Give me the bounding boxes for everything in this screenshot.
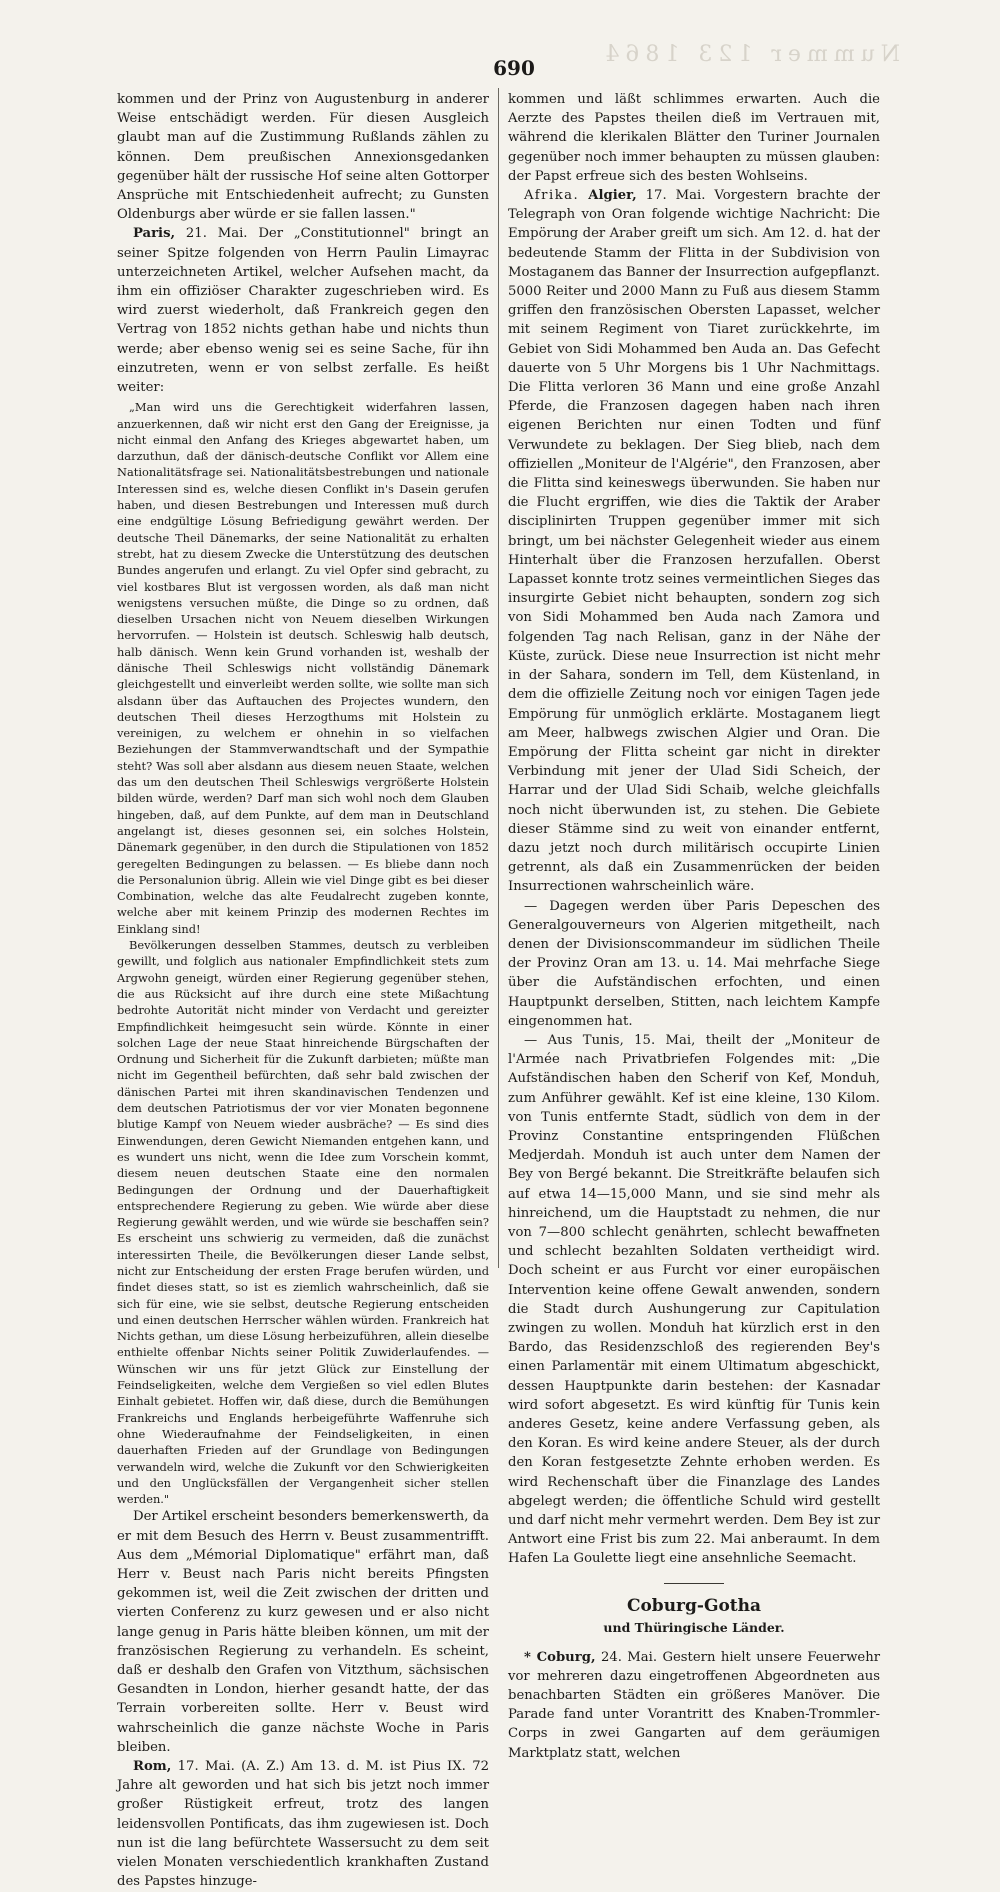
algier-body: 17. Mai. Vorgestern brachte der Telegraph von Oran folgende wichtige Nachricht: Die Empörung der Araber greift um sich. Am 12. d. hat der bedeutende Stamm der Flitta in der Subdivision von Mostaganem das Banner der Insurrection aufgepflanzt. 5000 Reiter und 2000 Mann zu Fuß aus diesem Stamm griffen den französischen Obersten Lapasset, welcher mit seinem Regiment von Tiaret zurückkehrte, im Gebiet von Sidi Mohammed ben Auda an. Das Gefecht dauerte von 5 Uhr Morgens bis 1 Uhr Nachmittags. Die Flitta verloren 36 Mann und eine große Anzahl Pferde, die Franzosen dagegen haben nach ihren eigenen Berichten nur einen Todten und fünf Verwundete zu beklagen. Der Sieg blieb, nach dem offiziellen „Moniteur de l'Algérie", den Franzosen, aber die Flitta sind keineswegs überwunden. Sie haben nur die Flucht ergriffen, wie dies die Taktik der Araber disciplinirten Truppen gegenüber immer mit sich bringt, um bei nächster Gelegenheit wieder aus einem Hinterhalt über die Franzosen herzufallen. Oberst Lapasset konnte trotz seines vermeintlichen Sieges das insurgirte Gebiet nicht behaupten, sondern zog sich von Sidi Mohammed ben Auda nach Zamora und folgenden Tag nach Relisan, ganz in der Nähe der Küste, zurück. Diese neue Insurrection ist nicht mehr in der Sahara, sondern im Tell, dem Küstenland, in dem die offizielle Zeitung noch vor einigen Tagen jede Empörung für unmöglich erklärte. Mostaganem liegt am Meer, halbwegs zwischen Algier und Oran. Die Empörung der Flitta scheint gar nicht in direkter Verbindung mit jener der Ulad Sidi Scheich, der Harrar und der Ulad Sidi Schaib, welche gleichfalls noch nicht überwunden ist, zu stehen. Die Gebiete dieser Stämme sind zu weit von einander entfernt, dazu jetzt noch durch militärisch occupirte Linien getrennt, als daß ein Zusammenrücken der beiden Insurrectionen wahrscheinlich wäre. (508, 188, 881, 895)
coburg-body: 24. Mai. Gestern hielt unsere Feuerwehr vor mehreren dazu eingetroffenen Abgeordneten aus benachbarten Städten ein größeres Manöver. Die Parade fand unter Vorantritt des Knaben-Trommler-Corps in zwei Gangarten auf dem geräumigen Marktplatz statt, welchen (508, 1649, 881, 1761)
paris-dispatch-paragraph: — Dagegen werden über Paris Depeschen des Generalgouverneurs von Algerien mitgetheilt, nach denen der Divisionscommandeur im südlichen Theile der Provinz Oran am 13. u. 14. Mai mehrfache Siege über die Aufständischen erfochten, und einen Hauptpunkt derselben, Stitten, nach leichtem Kampfe eingenommen hat. (508, 898, 880, 1029)
bleed-through-text: Nummer 123 1864 (599, 42, 900, 67)
paris-date: 21. Mai. (185, 226, 248, 242)
coburg-article (508, 1648, 880, 1763)
right-column (508, 90, 880, 1763)
column-divider (498, 88, 499, 1268)
rom-continuation: kommen und läßt schlimmes erwarten. Auch die Aerzte des Papstes theilen dieß im Vertrauen mit, während die klerikalen Blätter den Turiner Journalen gegenüber noch immer behaupten zu müssen glauben: der Papst erfreue sich des besten Wohlseins. (508, 92, 880, 184)
algier-dateline: Algier, (588, 188, 637, 204)
algier-article (508, 186, 880, 897)
paris-dateline: Paris, (133, 226, 176, 242)
section-title: Coburg-Gotha (626, 1595, 762, 1616)
paris-body: Der „Constitutionnel" bringt an seiner Spitze folgenden von Herrn Paulin Limayrac unterzeichneten Artikel, welcher Aufsehen macht, da ihm ein offiziöser Charakter zugeschrieben wird. Es wird zuerst wiederholt, daß Frankreich gegen den Vertrag von 1852 nichts gethan habe und nichts thun werde; aber ebenso wenig sei es seine Sache, für ihn einzutreten, wenn er von selbst zerfalle. Es heißt weiter: (117, 226, 489, 396)
section-subtitle: und Thüringische Länder. (603, 1619, 785, 1635)
rom-dateline: Rom, (133, 1759, 172, 1775)
quote-paragraph-1: „Man wird uns die Gerechtigkeit widerfahren lassen, anzuerkennen, daß wir nicht erst den Gang der Ereignisse, ja nicht einmal den Anfang des Krieges abgewartet haben, um darzuthun, daß der dänisch-deutsche Conflikt vor Allem eine Nationalitätsfrage sei. Nationalitätsbestrebungen und nationale Interessen sind es, welche diesen Conflikt in's Dasein gerufen haben, und diesen Bestrebungen und Interessen muß durch eine endgültige Lösung Befriedigung gewährt werden. Der deutsche Theil Dänemarks, der seine Nationalität zu erhalten strebt, hat zu diesem Zwecke die Unterstützung des deutschen Bundes angerufen und erlangt. Zu viel Opfer sind gebracht, zu viel kostbares Blut ist vergossen worden, als daß man nicht wenigstens versuchen müßte, die Dinge so zu ordnen, daß dieselben Ursachen nicht von Neuem dieselben Wirkungen hervorrufen. — Holstein ist deutsch. Schleswig halb deutsch, halb dänisch. Wenn kein Grund vorhanden ist, weshalb der dänische Theil Schleswigs nicht vollständig Dänemark gleichgestellt und einverleibt werden sollte, wie sollte man sich alsdann über das Auftauchen des Projectes wundern, den deutschen Theil dieses Herzogthums mit Holstein zu vereinigen, zu welchem er ohnehin in so vielfachen Beziehungen der Stammverwandtschaft und der Sympathie steht? Was soll aber alsdann aus diesem neuen Staate, welchen das um den deutschen Theil Schleswigs vergrößerte Holstein bilden würde, werden? Darf man sich wohl noch dem Glauben hingeben, daß, auf dem Punkte, auf dem man in Deutschland angelangt ist, dieses gesonnen sei, ein solches Holstein, Dänemark gegenüber, in den durch die Stipulationen von 1852 geregelten Bedingungen zu belassen. — Es bliebe dann noch die Personalunion übrig. Allein wie viel Dinge gibt es bei dieser Combination, welche das alte Feudalrecht zugeben konnte, welche aber mit keinem Prinzip des modernen Rechtes im Einklang sind! (117, 400, 489, 936)
page-number: 690 (493, 56, 535, 80)
left-column (117, 90, 489, 1892)
section-divider (664, 1583, 724, 1584)
quote-paragraph-2: Bevölkerungen desselben Stammes, deutsch zu verbleiben gewillt, und folglich aus nationaler Empfindlichkeit stets zum Argwohn geneigt, würden einer Regierung gegenüber stehen, die aus Rücksicht auf ihre durch eine stete Mißachtung bedrohte Autorität nicht minder von Verdacht und gereizter Empfindlichkeit heimgesucht sein würde. Könnte in einer solchen Lage der neue Staat hinreichende Bürgschaften der Ordnung und Sicherheit für die Zukunft darbieten; müßte man nicht im Gegentheil befürchten, daß sehr bald zwischen der dänischen Partei mit ihren skandinavischen Tendenzen und dem deutschen Patriotismus der vor vier Monaten begonnene blutige Kampf von Neuem wieder ausbräche? — Es sind dies Einwendungen, deren Gewicht Niemanden entgehen kann, und es wundert uns nicht, wenn die Idee zum Vorschein kommt, diesem neuen deutschen Staate eine den normalen Bedingungen der Ordnung und der Dauerhaftigkeit entsprechendere Regierung zu geben. Wie würde aber diese Regierung gewählt werden, und wie würde sie beschaffen sein? Es erscheint uns schwierig zu vermeiden, daß die zunächst interessirten Theile, die Bevölkerungen dieser Lande selbst, nicht zur Entscheidung der ersten Frage berufen würden, und findet dieses statt, so ist es ziemlich wahrscheinlich, daß sie sich für eine, wie sie selbst, deutsche Regierung entscheiden und einen deutschen Herrscher wählen würden. Frankreich hat Nichts gethan, um diese Lösung herbeizuführen, allein dieselbe enthielte offenbar Nichts seiner Politik Zuwiderlaufendes. — Wünschen wir uns für jetzt Glück zur Einstellung der Feindseligkeiten, welche dem Vergießen so viel edlen Blutes Einhalt gebietet. Hoffen wir, daß diese, durch die Bemühungen Frankreichs und Englands herbeigeführte Waffenruhe sich ohne Wiederaufnahme der Feindseligkeiten, in einen dauerhaften Frieden auf der Grundlage von Bedingungen verwandeln wird, welche die Zukunft vor den Schwierigkeiten und den Unglücksfällen der Vergangenheit sicher stellen werden." (117, 938, 489, 1507)
rom-article (117, 1757, 489, 1891)
coburg-dateline: * Coburg, (524, 1649, 596, 1665)
tunis-paragraph: — Aus Tunis, 15. Mai, theilt der „Moniteur de l'Armée nach Privatbriefen Folgendes mit: „Die Aufständischen haben den Scherif von Kef, Monduh, zum Anführer gewählt. Kef ist eine kleine, 130 Kilom. von Tunis entfernte Stadt, südlich von dem in der Provinz Constantine entspringenden Flüßchen Medjerdah. Monduh ist auch unter dem Namen der Bey von Bergé bekannt. Die Streitkräfte belaufen sich auf etwa 14—15,000 Mann, und sie sind mehr als hinreichend, um die Hauptstadt zu nehmen, die nur von 7—800 schlecht genährten, schlecht bewaffneten und schlecht bezahlten Soldaten vertheidigt wird. Doch scheint er aus Furcht vor einer europäischen Intervention keine offene Gewalt anwenden, sondern die Stadt durch Aushungerung zur Capitulation zwingen zu wollen. Monduh hat kürzlich erst in den Bardo, das Residenzschloß des regierenden Bey's einen Parlamentär mit einem Ultimatum abgeschickt, dessen Hauptpunkte darin bestehen: der Kasnadar wird sofort abgesetzt. Es wird künftig für Tunis kein anderes Gesetz, keine andere Verfassung geben, als den Koran. Es wird keine andere Steuer, als der durch den Koran festgesetzte Zehnte erhoben werden. Es wird Rechenschaft über die Finanzlage des Landes abgelegt werden; die öffentliche Schuld wird gestellt und darf nicht mehr vermehrt werden. Dem Bey ist zur Antwort eine Frist bis zum 22. Mai anberaumt. In dem Hafen La Goulette liegt eine ansehnliche Seemacht. (508, 1032, 880, 1567)
beust-paragraph: Der Artikel erscheint besonders bemerkenswerth, da er mit dem Besuch des Herrn v. Beust zusammentrifft. Aus dem „Mémorial Diplomatique" erfährt man, daß Herr v. Beust nach Paris nicht bereits Pfingsten gekommen ist, weil die Zeit zwischen der dritten und vierten Conferenz zu kurz gewesen und er also nicht lange genug in Paris hätte bleiben können, um mit der französischen Regierung zu verhandeln. Es scheint, daß er deshalb den Grafen von Vitzthum, sächsischen Gesandten in London, hierher gesandt hatte, der das Terrain vorbereiten sollte. Herr v. Beust wird wahrscheinlich die ganze nächste Woche in Paris bleiben. (117, 1509, 489, 1755)
intro-paragraph: kommen und der Prinz von Augustenburg in anderer Weise entschädigt werden. Für diesen Ausgleich glaubt man auf die Zustimmung Rußlands zählen zu können. Dem preußischen Annexionsgedanken gegenüber hält der russische Hof seine alten Gottorper Ansprüche mit Entschiedenheit aufrecht; zu Gunsten Oldenburgs aber würde er sie fallen lassen." (117, 92, 489, 223)
paris-article (117, 224, 489, 397)
constitutionnel-quote (117, 399, 489, 1507)
rom-body: 17. Mai. (A. Z.) Am 13. d. M. ist Pius IX. 72 Jahre alt geworden und hat sich bis jetzt noch immer großer Rüstigkeit erfreut, trotz des langen leidensvollen Pontificats, das ihm zugewiesen ist. Doch nun ist die lang befürchtete Wassersucht zu dem seit vielen Monaten verschiedentlich krankhaften Zustand des Papstes hinzuge- (117, 1759, 489, 1890)
afrika-label: Afrika. (524, 188, 580, 204)
